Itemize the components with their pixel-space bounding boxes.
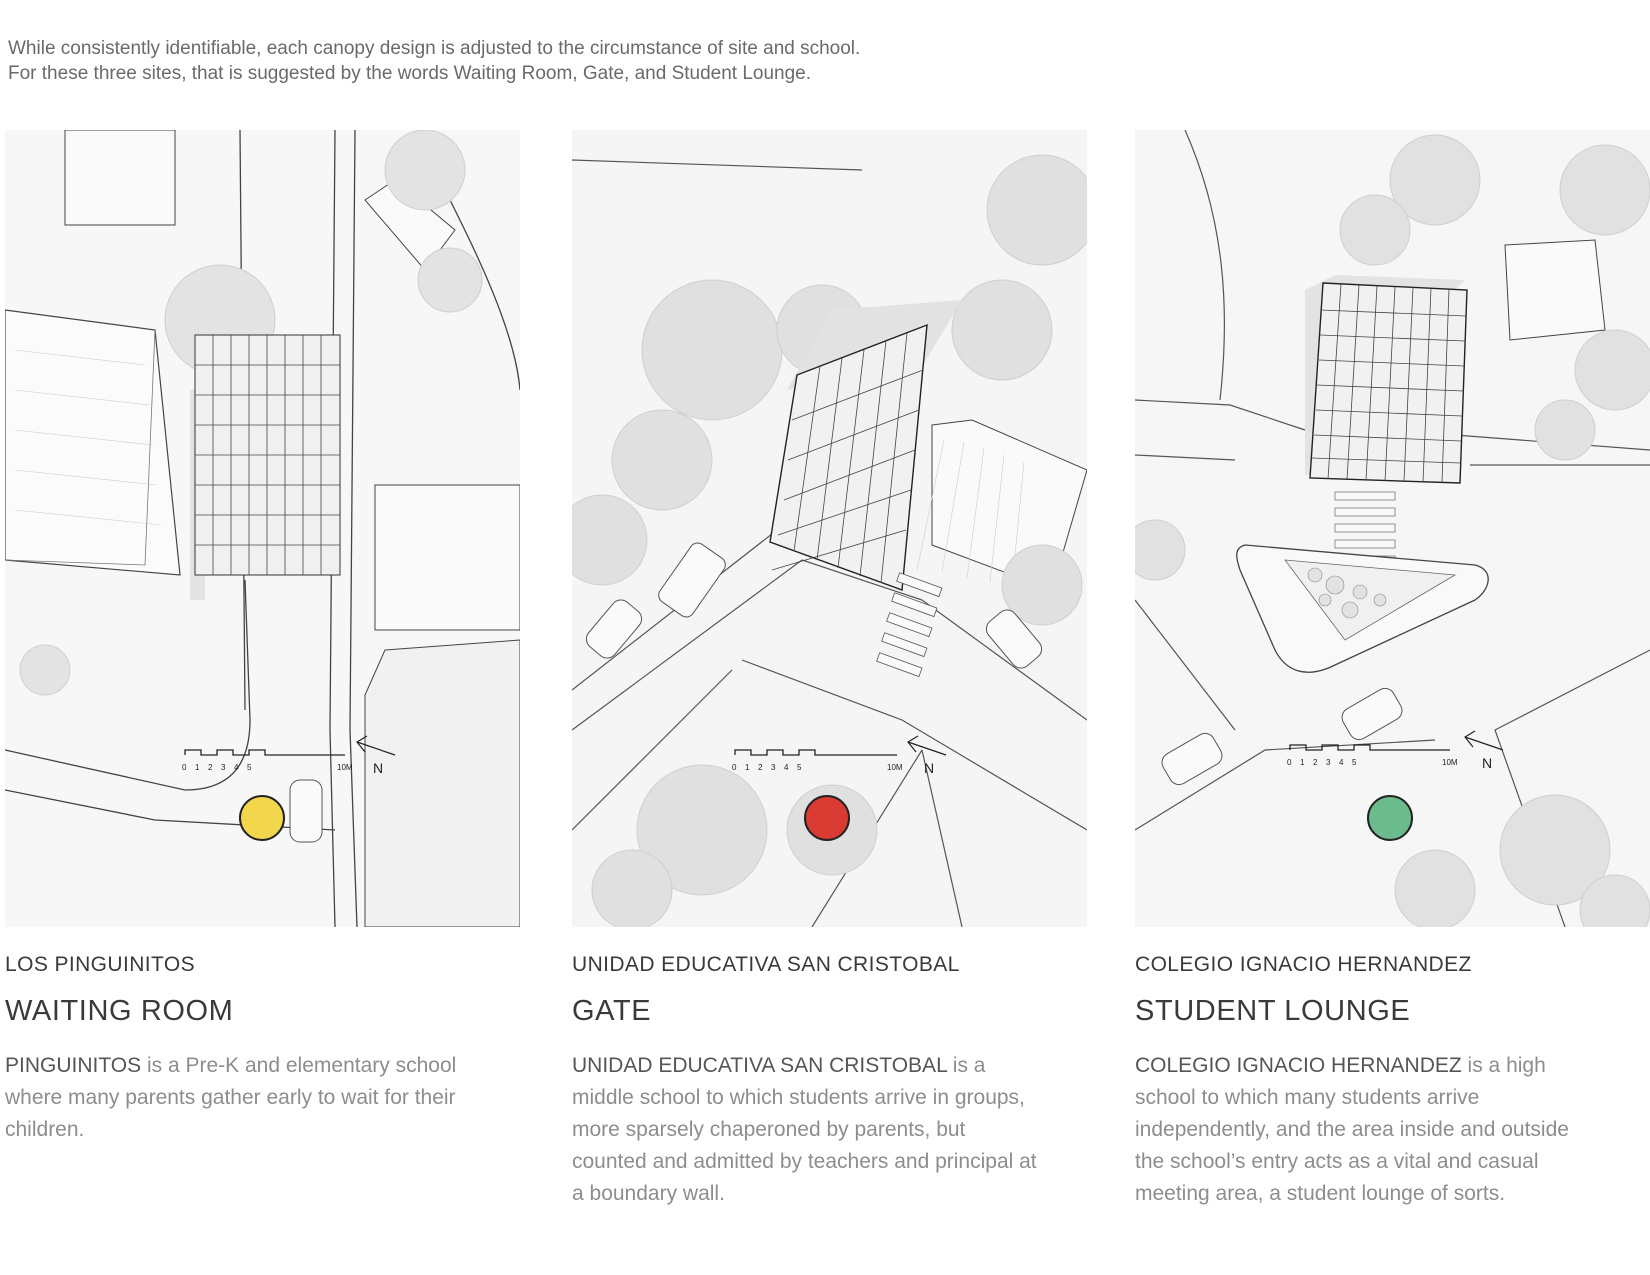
site-concept-title: GATE (572, 995, 652, 1027)
site-panel-ignacio-hernandez (1135, 130, 1650, 1210)
intro-text (8, 36, 1108, 86)
scale-tick: 1 (195, 763, 200, 772)
scale-tick: 0 (732, 763, 737, 772)
north-label: N (924, 760, 935, 776)
scale-tick: 5 (797, 763, 802, 772)
school-name: LOS PINGUINITOS (5, 953, 195, 976)
site-description (1135, 1050, 1575, 1210)
school-name: UNIDAD EDUCATIVA SAN CRISTOBAL (572, 953, 960, 976)
description-body: is a high school to which many students arrive independently, and the area inside and outside the school’s entry acts as a vital and casual meeting area, a student lounge of sorts. (1135, 1054, 1569, 1205)
site-panel-pinguinitos (5, 130, 520, 1146)
scale-end-label: 10M (337, 763, 353, 772)
site-concept-title: WAITING ROOM (5, 995, 234, 1027)
site-description (5, 1050, 465, 1146)
scale-tick: 0 (1287, 758, 1292, 767)
scale-tick: 1 (1300, 758, 1305, 767)
north-label: N (1482, 755, 1493, 771)
scale-tick: 4 (234, 763, 239, 772)
scale-tick: 4 (784, 763, 789, 772)
site-description (572, 1050, 1042, 1210)
description-body: is a middle school to which students arrive in groups, more sparsely chaperoned by parents, but counted and admitted by teachers and principal at a boundary wall. (572, 1054, 1037, 1205)
site-panel-san-cristobal (572, 130, 1087, 1210)
north-label: N (373, 760, 384, 776)
north-arrow-icon (1465, 731, 1503, 771)
scale-end-label: 10M (887, 763, 903, 772)
scale-tick: 3 (1326, 758, 1331, 767)
north-arrow-icon (908, 736, 946, 776)
scale-tick: 1 (745, 763, 750, 772)
site-plan-pinguinitos (5, 130, 520, 927)
description-lead: UNIDAD EDUCATIVA SAN CRISTOBAL (572, 1054, 947, 1077)
school-name: COLEGIO IGNACIO HERNANDEZ (1135, 953, 1472, 976)
site-color-dot-yellow (239, 795, 285, 841)
site-concept-title: STUDENT LOUNGE (1135, 995, 1411, 1027)
site-plan-ignacio-hernandez (1135, 130, 1650, 927)
scale-tick: 5 (1352, 758, 1357, 767)
scale-end-label: 10M (1442, 758, 1458, 767)
scale-tick: 3 (221, 763, 226, 772)
scale-tick: 3 (771, 763, 776, 772)
site-plan-san-cristobal (572, 130, 1087, 927)
description-lead: COLEGIO IGNACIO HERNANDEZ (1135, 1054, 1462, 1077)
north-arrow-icon (357, 736, 395, 776)
scale-tick: 5 (247, 763, 252, 772)
intro-line-1: While consistently identifiable, each canopy design is adjusted to the circumstance of site and school. (8, 38, 861, 59)
scale-tick: 2 (1313, 758, 1318, 767)
scale-tick: 2 (758, 763, 763, 772)
scale-tick: 4 (1339, 758, 1344, 767)
intro-line-2: For these three sites, that is suggested by the words Waiting Room, Gate, and Student Lounge. (8, 63, 812, 84)
site-color-dot-red (804, 795, 850, 841)
site-color-dot-green (1367, 795, 1413, 841)
scale-tick: 0 (182, 763, 187, 772)
scale-tick: 2 (208, 763, 213, 772)
description-body: is a Pre-K and elementary school where many parents gather early to wait for their children. (5, 1054, 457, 1141)
description-lead: PINGUINITOS (5, 1054, 142, 1077)
